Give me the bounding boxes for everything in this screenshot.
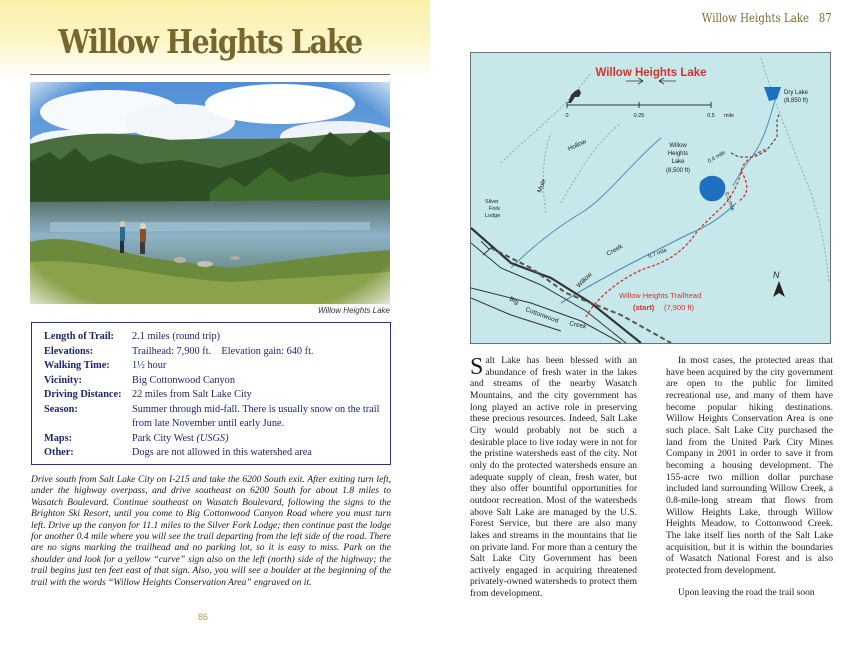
body-column-2 bbox=[666, 356, 833, 600]
photo-caption: Willow Heights Lake bbox=[318, 306, 390, 315]
body-column-1 bbox=[470, 356, 637, 601]
hollow-stream bbox=[511, 138, 661, 268]
north-label: N bbox=[773, 270, 780, 280]
hiker-icon bbox=[568, 89, 581, 103]
info-label: Walking Time: bbox=[44, 360, 110, 371]
info-value: Dogs are not allowed in this watershed area bbox=[132, 447, 312, 458]
info-label: Elevations: bbox=[44, 345, 94, 357]
dry-lake-stream bbox=[733, 93, 777, 186]
info-row-other bbox=[44, 446, 380, 461]
right-page bbox=[430, 0, 859, 646]
maps-name: Park City West bbox=[132, 432, 197, 444]
trail-to-dry-lake bbox=[731, 113, 779, 157]
dotted-trail bbox=[561, 123, 621, 203]
info-value: 2.1 miles (round trip) bbox=[132, 331, 221, 342]
segment-distance: 0.7 mile bbox=[647, 247, 668, 260]
info-value: Trailhead: 7,900 ft. Elevation gain: 640 ft. bbox=[132, 345, 314, 357]
body-paragraph: In most cases, the protected areas that have been acquired by the city government are open to the public for limited recreational use, and many of them have become popular hiking destinations. Willow Heights Conservation Area is one such place. Salt Lake City purchased the land from the United Park City Mines Company in 2001 in order to save it from becoming a housing development. The 155-acre two million dollar purchase included land surrounding Willow Creek, a 0.8-mile-long stream that flows from Willow Heights Lake, through Willow Heights Meadow, to Cottonwood Creek. The lake itself lies north of the Salt Lake acquisition, but it is within the boundaries of Wasatch National Forest and is also protected from development. bbox=[666, 356, 833, 576]
willow-creek-label: Willow bbox=[575, 271, 594, 290]
lake-label: Willow bbox=[669, 143, 687, 149]
info-row-maps bbox=[44, 432, 380, 447]
running-head bbox=[702, 11, 832, 25]
north-arrow-icon bbox=[773, 281, 785, 297]
big-label: Big bbox=[508, 295, 520, 307]
drop-cap: S bbox=[470, 354, 484, 380]
dotted-trail bbox=[543, 133, 551, 213]
info-value: 22 miles from Salt Lake City bbox=[132, 389, 252, 400]
willow-creek-label: Creek bbox=[605, 242, 625, 258]
info-label: Length of Trail: bbox=[44, 331, 114, 342]
info-label: Other: bbox=[44, 447, 74, 458]
scale-label: 0 bbox=[565, 113, 569, 119]
running-head-title: Willow Heights Lake bbox=[702, 11, 810, 25]
title-rule bbox=[30, 74, 390, 75]
info-value: Summer through mid-fall. There is usually snow on the trail from late November until early June. bbox=[132, 403, 380, 429]
map-title: Willow Heights Lake bbox=[595, 67, 707, 79]
trail-map bbox=[470, 52, 831, 344]
lake-label: Heights bbox=[667, 151, 689, 157]
lake-photo bbox=[30, 82, 390, 304]
scale-unit: mile bbox=[723, 113, 735, 119]
trail-info-box bbox=[31, 322, 391, 465]
creek-label: Creek bbox=[568, 320, 588, 331]
info-label: Vicinity: bbox=[44, 374, 82, 386]
silver-fork-label: Fork bbox=[489, 206, 500, 212]
segment-distance: 0.4 mile bbox=[707, 149, 727, 165]
segment-distance: 0.5 mile bbox=[723, 191, 736, 212]
trailhead-label: Willow Heights Trailhead bbox=[619, 291, 702, 300]
info-row-length bbox=[44, 330, 380, 345]
silver-fork-label: Silver bbox=[485, 199, 499, 205]
cottonwood-label: Cottonwood bbox=[524, 306, 560, 325]
trailhead-start: (start) bbox=[633, 303, 655, 312]
silver-fork-label: Lodge bbox=[485, 213, 501, 219]
willow-heights-lake bbox=[699, 176, 725, 202]
info-value bbox=[132, 432, 380, 447]
dry-lake bbox=[764, 87, 781, 101]
scale-label: 0.25 bbox=[633, 113, 645, 119]
scale-label: 0.5 bbox=[707, 113, 715, 119]
info-value: Big Cottonwood Canyon bbox=[132, 374, 235, 386]
page-number-left: 86 bbox=[198, 612, 209, 622]
info-row-walking-time bbox=[44, 359, 380, 374]
dry-lake-label: Dry Lake bbox=[784, 90, 809, 96]
trail-loop bbox=[739, 171, 747, 201]
lake-elev: (8,500 ft) bbox=[665, 168, 691, 174]
driving-directions: Drive south from Salt Lake City on I-215 and take the 6200 South exit. After exiting turn left, under the highway overpass, and drive southeast on 6200 South for about 1.8 miles to Wasatch Boulevard. Continue southeast on Wasatch Boulevard, following the signs to the Brighton Ski Resort, until you come to Big Cottonwood Canyon Road where you must turn left. Drive up the canyon for 11.1 miles to the Silver Fork Lodge; then continue past the lodge for another 0.4 mile where you will see the trail departing from the left side of the road. There are no signs marking the trailhead and no parking lot, so it is easy to miss. Park on the shoulder and look for a yellow “curve” sign also on the left (north) side of the highway; the trail begins just ten feet east of that sign. Also, you will see a boulder at the beginning of the trail with the words “Willow Heights Conservation Area” engraved on it. bbox=[31, 474, 391, 588]
info-row-driving-distance bbox=[44, 388, 380, 403]
info-row-season bbox=[44, 403, 380, 432]
road bbox=[471, 243, 626, 343]
info-label: Maps: bbox=[44, 432, 73, 444]
info-row-vicinity bbox=[44, 374, 380, 389]
info-label: Season: bbox=[44, 403, 78, 415]
mule-label: Mule bbox=[536, 178, 548, 194]
page-number-right: 87 bbox=[819, 11, 832, 25]
dotted-trail bbox=[501, 73, 591, 163]
body-paragraph: Upon leaving the road the trail soon bbox=[678, 588, 815, 599]
lake-label: Lake bbox=[671, 159, 685, 165]
maps-source: (USGS) bbox=[196, 432, 229, 444]
hollow-label: Hollow bbox=[566, 138, 588, 153]
page-title: Willow Heights Lake bbox=[58, 22, 362, 61]
dry-lake-elev: (8,850 ft) bbox=[784, 98, 809, 104]
info-label: Driving Distance: bbox=[44, 389, 122, 400]
info-row-elevations bbox=[44, 345, 380, 360]
info-value: 1½ hour bbox=[132, 360, 167, 371]
trailhead-elev: (7,900 ft) bbox=[664, 303, 695, 312]
body-text: alt Lake has been blessed with an abundance of fresh water in the lakes and streams of the nearby Wasatch Mountains, and the city government has long played an active role in preserving these precious resources. Indeed, Salt Lake City would probably not be such a desirable place to live today were in not for the pristine watersheds east of the city. Not only do the protected watersheds ensure an adequate supply of clean, fresh water, but they also offer bountiful opportunities for outdoor recreation. Most of the watersheds above Salt Lake are managed by the U.S. Forest Service, but there are also many lakes and streams in the mountains that lie on private land. For more than a century the Salt Lake City Government has been actively engaged in acquiring threatened privately-owned watersheds to protect them from development. bbox=[470, 356, 637, 600]
